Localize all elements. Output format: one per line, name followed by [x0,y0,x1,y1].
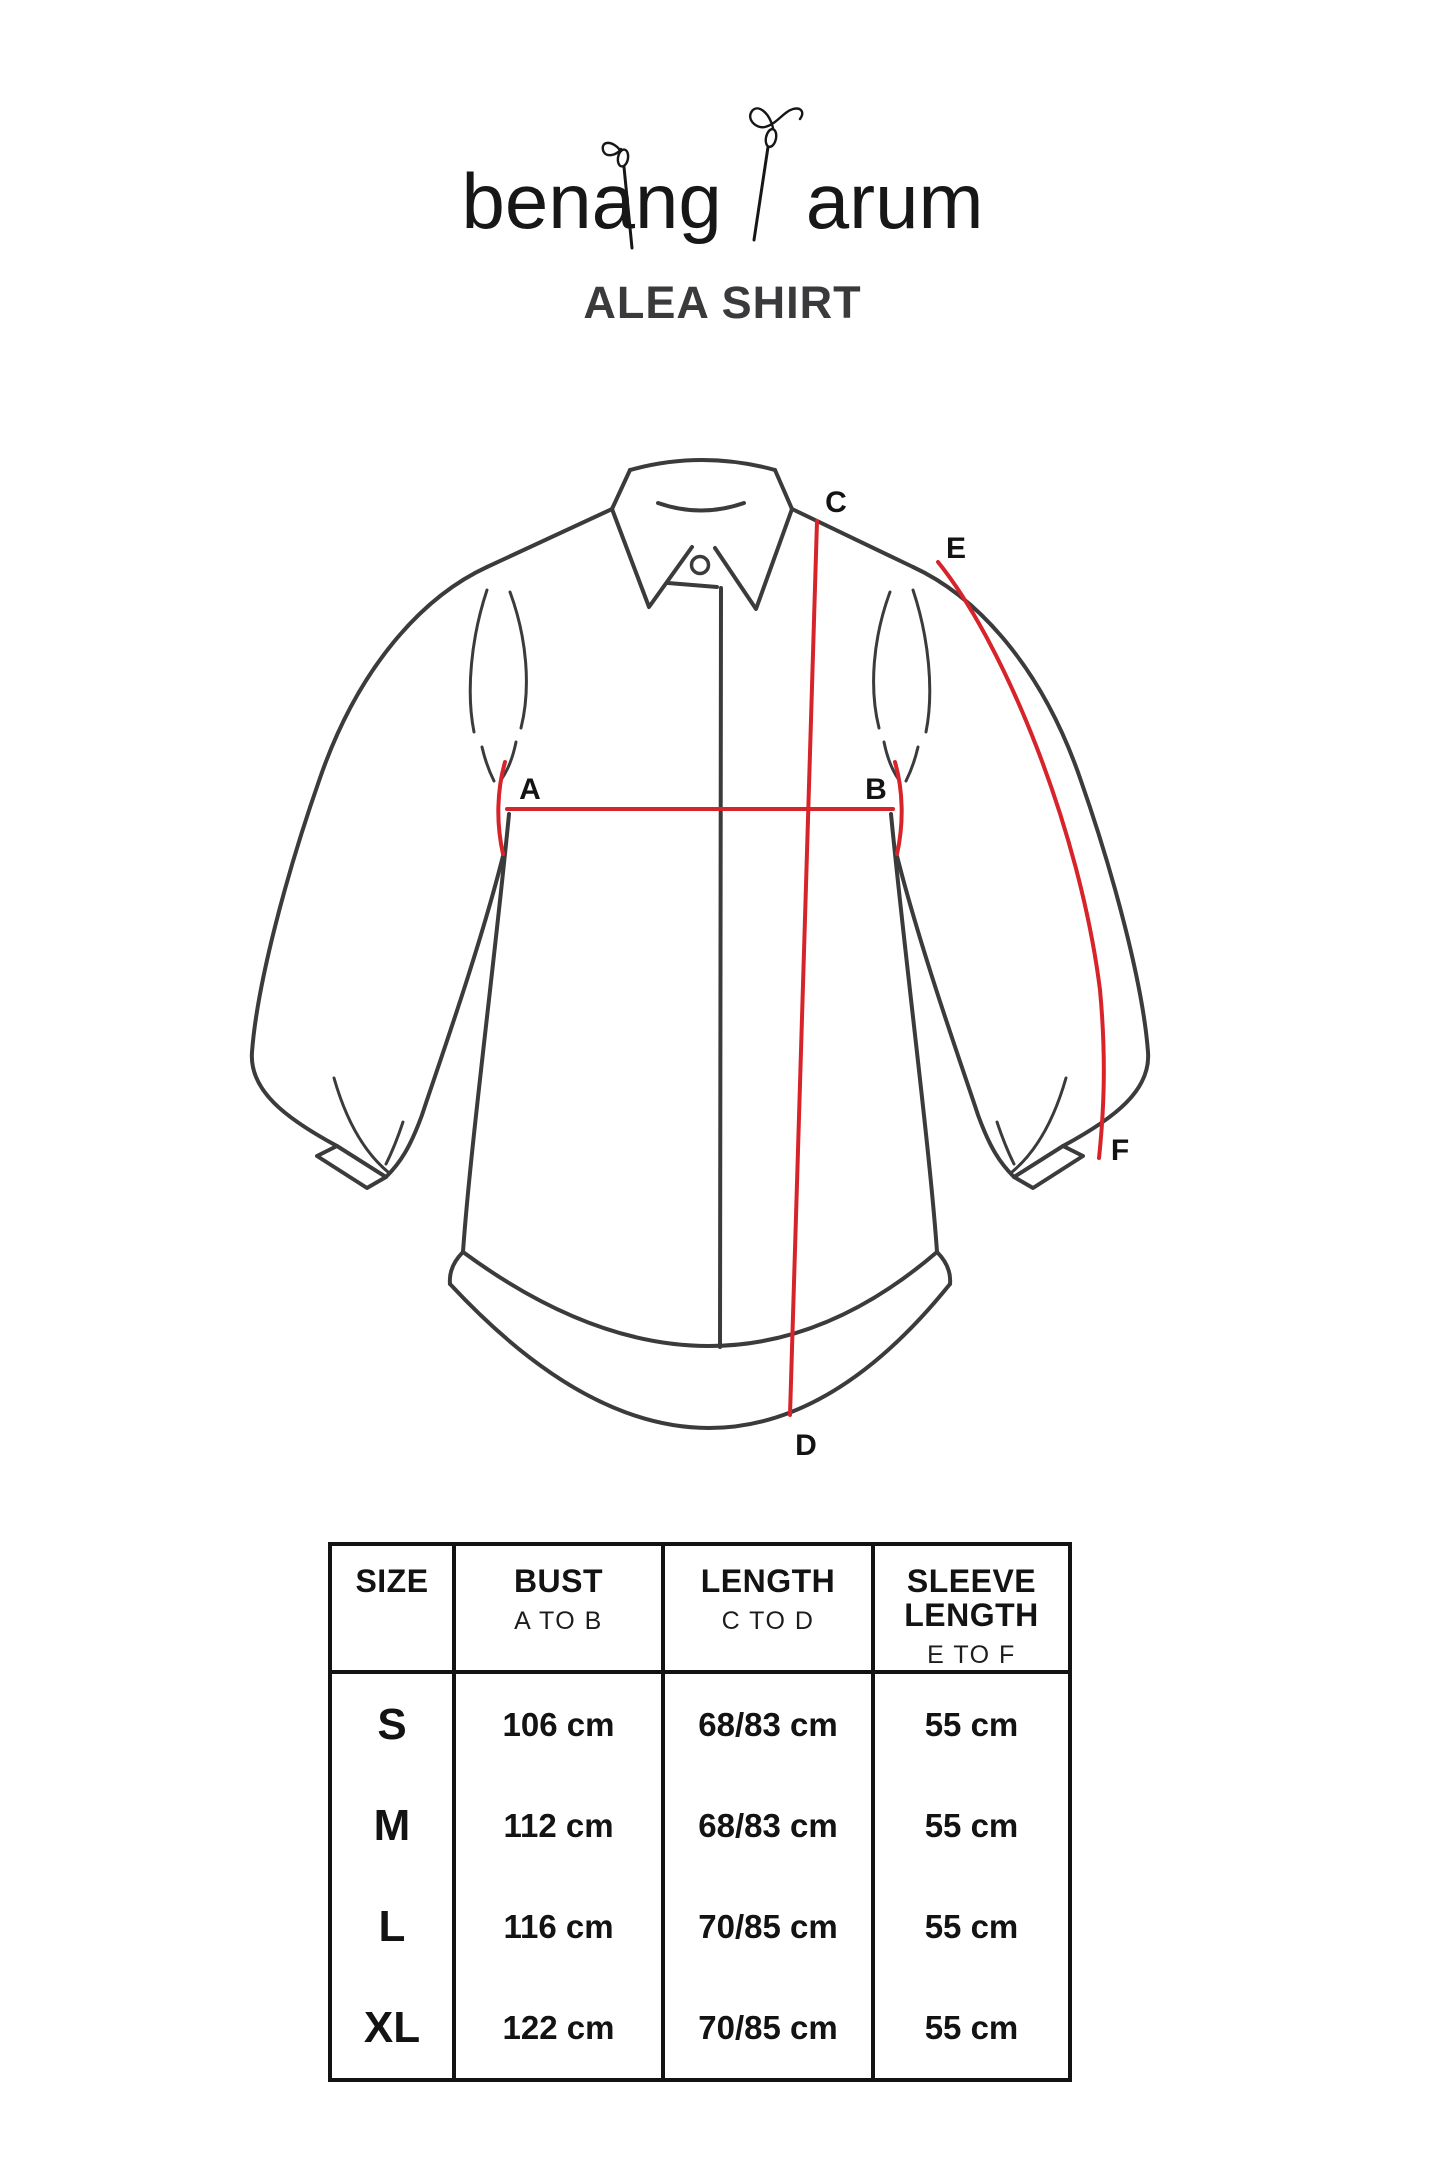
column-subtitle: C TO D [721,1607,815,1636]
logo-text-a: a [591,157,636,245]
column-title: LENGTH [700,1563,836,1599]
size-value: S [377,1699,407,1749]
bust-value: 116 cm [503,1907,614,1945]
size-table [328,1542,1072,2082]
shoulder-right [792,509,913,567]
size-value: XL [363,2002,421,2052]
table-row-m-length [665,1775,875,1876]
bust-value: 122 cm [502,2008,615,2046]
logo-text-ng: ng [635,157,722,245]
bust-value: 112 cm [503,1806,614,1844]
collar-flap-left [612,509,692,607]
header-cell-length [665,1546,875,1674]
body-side-right [891,814,937,1252]
label-d: D [795,1429,817,1462]
table-row-s-size [332,1674,456,1775]
table-row-l-size [332,1876,456,1977]
size-value: L [378,1901,406,1951]
size-value: M [373,1800,411,1850]
table-row-xl-sleeve [875,1977,1068,2078]
column-title: SLEEVE LENGTH [904,1563,1039,1634]
hem-bottom [450,1284,950,1428]
length-value: 68/83 cm [698,1806,838,1844]
table-row-m-size [332,1775,456,1876]
cuff-right [1014,1146,1083,1188]
table-row-s-length [665,1674,875,1775]
header-cell-size [332,1546,456,1674]
bust-value: 106 cm [502,1705,615,1743]
table-row-l-bust [456,1876,665,1977]
column-title: BUST [513,1563,604,1599]
logo-text-arum: arum [805,157,984,245]
collar-flap-right [715,509,792,609]
label-e: E [945,532,967,565]
header-cell-sleeve-length [875,1546,1068,1674]
placket-line [720,588,721,1347]
logo-text-ben: ben [461,157,592,245]
cuff-left [317,1146,386,1188]
sleeve-outer-left [252,567,487,1146]
header-cell-bust [456,1546,665,1674]
label-c: C [825,486,847,519]
neckline [658,503,744,511]
column-subtitle: A TO B [514,1607,603,1636]
label-b: B [865,773,887,806]
sleeve-value: 55 cm [924,1907,1019,1945]
table-row-m-bust [456,1775,665,1876]
table-row-s-sleeve [875,1674,1068,1775]
product-title: ALEA SHIRT [583,277,862,328]
length-line-c-d [790,521,817,1415]
label-f: F [1110,1134,1130,1167]
shirt-outline [252,460,1148,1428]
table-row-l-length [665,1876,875,1977]
sleeve-value: 55 cm [924,2008,1019,2046]
measurement-lines [498,521,1104,1415]
sleeve-outer-right [913,567,1148,1146]
column-title: SIZE [355,1563,429,1599]
sleeve-value: 55 cm [924,1806,1019,1844]
table-row-xl-bust [456,1977,665,2078]
body-side-left [463,814,509,1252]
length-value: 68/83 cm [698,1705,838,1743]
sleeve-value: 55 cm [924,1705,1019,1743]
measurement-labels [519,486,1129,1462]
button [692,557,709,574]
length-value: 70/85 cm [698,1907,838,1945]
hem-band-top [463,1252,937,1346]
table-row-xl-size [332,1977,456,2078]
length-value: 70/85 cm [698,2008,838,2046]
table-row-s-bust [456,1674,665,1775]
shoulder-left [487,509,612,567]
column-subtitle: E TO F [927,1641,1016,1670]
label-a: A [519,773,541,806]
table-row-m-sleeve [875,1775,1068,1876]
table-row-l-sleeve [875,1876,1068,1977]
collar-band [630,460,775,470]
table-row-xl-length [665,1977,875,2078]
